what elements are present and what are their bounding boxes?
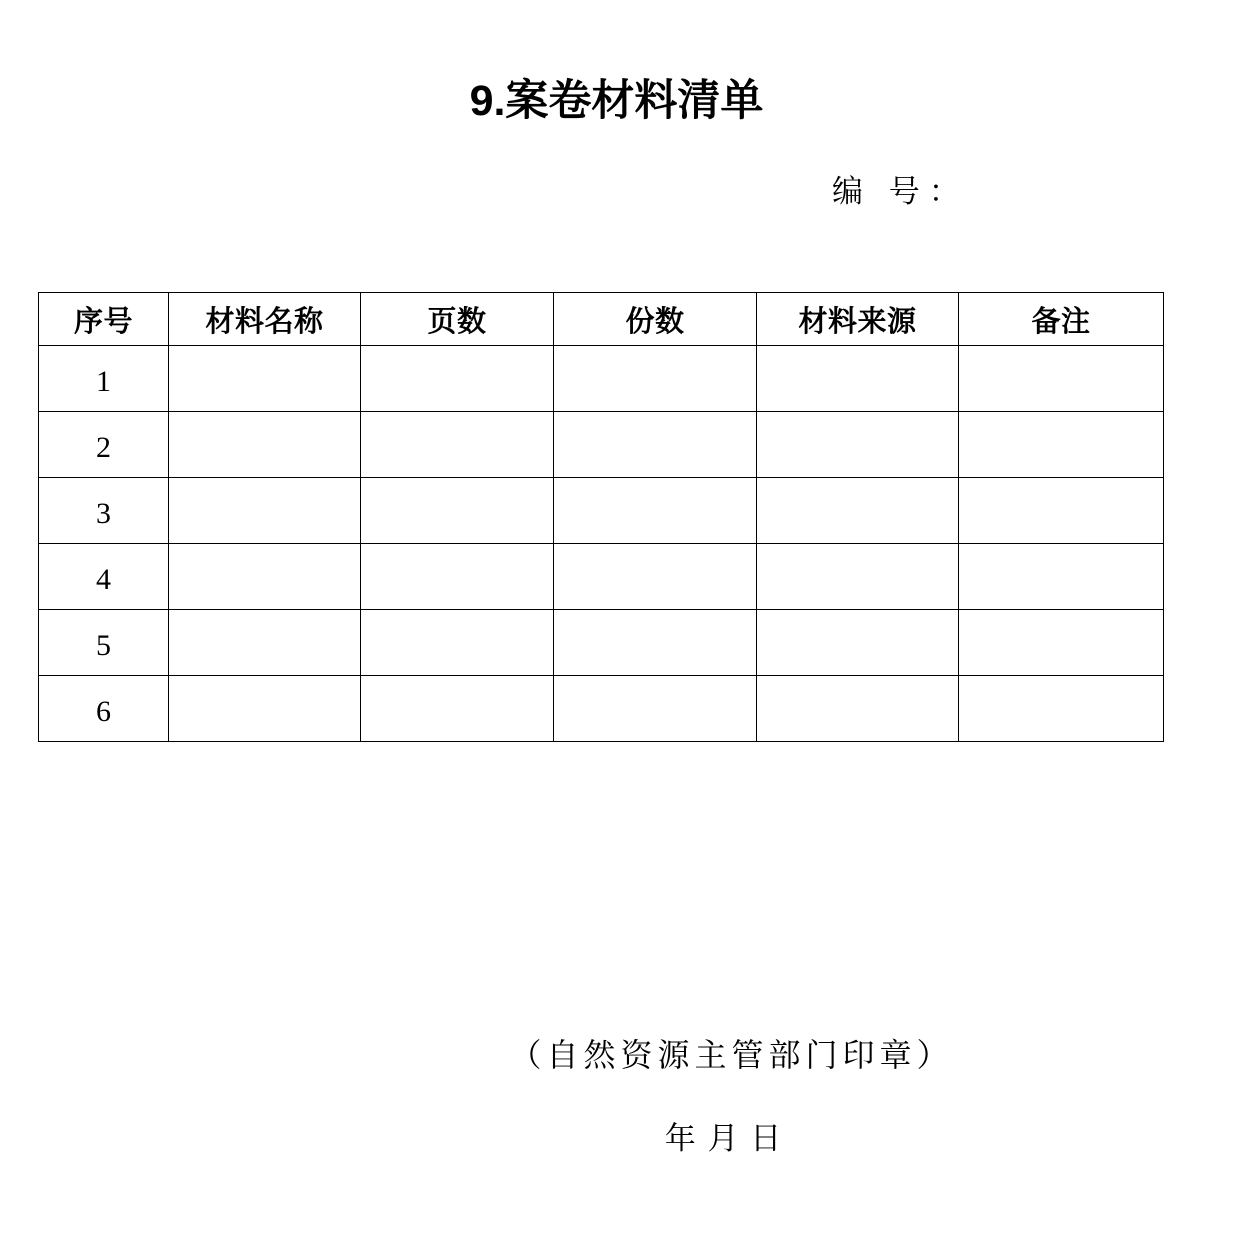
column-header-material-name: 材料名称 bbox=[169, 293, 361, 346]
cell-sequence bbox=[39, 412, 169, 478]
row-index-label: 3 bbox=[96, 497, 111, 530]
cell-page-count[interactable] bbox=[361, 478, 554, 544]
cell-value bbox=[959, 740, 1163, 741]
cell-material-source[interactable] bbox=[757, 412, 959, 478]
cell-material-source[interactable] bbox=[757, 478, 959, 544]
row-index-label: 4 bbox=[96, 563, 111, 596]
row-index-label: 5 bbox=[96, 629, 111, 662]
cell-sequence bbox=[39, 610, 169, 676]
row-index-label: 2 bbox=[96, 431, 111, 464]
table-header-row bbox=[39, 293, 1164, 346]
table-header bbox=[39, 293, 1164, 346]
serial-number-label: 编 号： bbox=[832, 174, 969, 209]
table-row bbox=[39, 610, 1164, 676]
cell-material-source[interactable] bbox=[757, 610, 959, 676]
cell-copy-count[interactable] bbox=[554, 346, 757, 412]
cell-material-source[interactable] bbox=[757, 676, 959, 742]
column-header-material-source: 材料来源 bbox=[757, 293, 959, 346]
cell-material-name[interactable] bbox=[169, 478, 361, 544]
cell-value bbox=[361, 740, 553, 741]
cell-material-source[interactable] bbox=[757, 346, 959, 412]
cell-remarks[interactable] bbox=[959, 544, 1164, 610]
page-title: 9.案卷材料清单 bbox=[469, 77, 764, 125]
column-header-sequence: 序号 bbox=[39, 293, 169, 346]
cell-remarks[interactable] bbox=[959, 412, 1164, 478]
cell-sequence bbox=[39, 676, 169, 742]
table-row bbox=[39, 478, 1164, 544]
cell-page-count[interactable] bbox=[361, 610, 554, 676]
official-seal-placeholder: （自然资源主管部门印章） bbox=[509, 1037, 954, 1073]
table-row bbox=[39, 676, 1164, 742]
cell-material-name[interactable] bbox=[169, 412, 361, 478]
cell-copy-count[interactable] bbox=[554, 478, 757, 544]
table-body bbox=[39, 346, 1164, 742]
cell-page-count[interactable] bbox=[361, 676, 554, 742]
cell-sequence bbox=[39, 478, 169, 544]
column-header-copy-count: 份数 bbox=[554, 293, 757, 346]
cell-value bbox=[757, 740, 958, 741]
cell-sequence bbox=[39, 544, 169, 610]
cell-material-name[interactable] bbox=[169, 676, 361, 742]
row-index-label: 6 bbox=[96, 695, 111, 728]
cell-sequence bbox=[39, 346, 169, 412]
cell-value bbox=[169, 740, 360, 741]
cell-copy-count[interactable] bbox=[554, 544, 757, 610]
cell-copy-count[interactable] bbox=[554, 676, 757, 742]
cell-remarks[interactable] bbox=[959, 346, 1164, 412]
cell-value bbox=[554, 740, 756, 741]
cell-copy-count[interactable] bbox=[554, 610, 757, 676]
cell-page-count[interactable] bbox=[361, 544, 554, 610]
cell-material-name[interactable] bbox=[169, 544, 361, 610]
cell-remarks[interactable] bbox=[959, 478, 1164, 544]
cell-remarks[interactable] bbox=[959, 676, 1164, 742]
cell-page-count[interactable] bbox=[361, 346, 554, 412]
cell-copy-count[interactable] bbox=[554, 412, 757, 478]
cell-page-count[interactable] bbox=[361, 412, 554, 478]
date-line: 年 月 日 bbox=[664, 1121, 784, 1156]
cell-material-name[interactable] bbox=[169, 610, 361, 676]
cell-remarks[interactable] bbox=[959, 610, 1164, 676]
row-index-label: 1 bbox=[96, 365, 111, 398]
table-row bbox=[39, 412, 1164, 478]
column-header-remarks: 备注 bbox=[959, 293, 1164, 346]
column-header-page-count: 页数 bbox=[361, 293, 554, 346]
cell-material-name[interactable] bbox=[169, 346, 361, 412]
case-material-list-table bbox=[38, 292, 1164, 742]
cell-material-source[interactable] bbox=[757, 544, 959, 610]
table-row bbox=[39, 544, 1164, 610]
table-row bbox=[39, 346, 1164, 412]
